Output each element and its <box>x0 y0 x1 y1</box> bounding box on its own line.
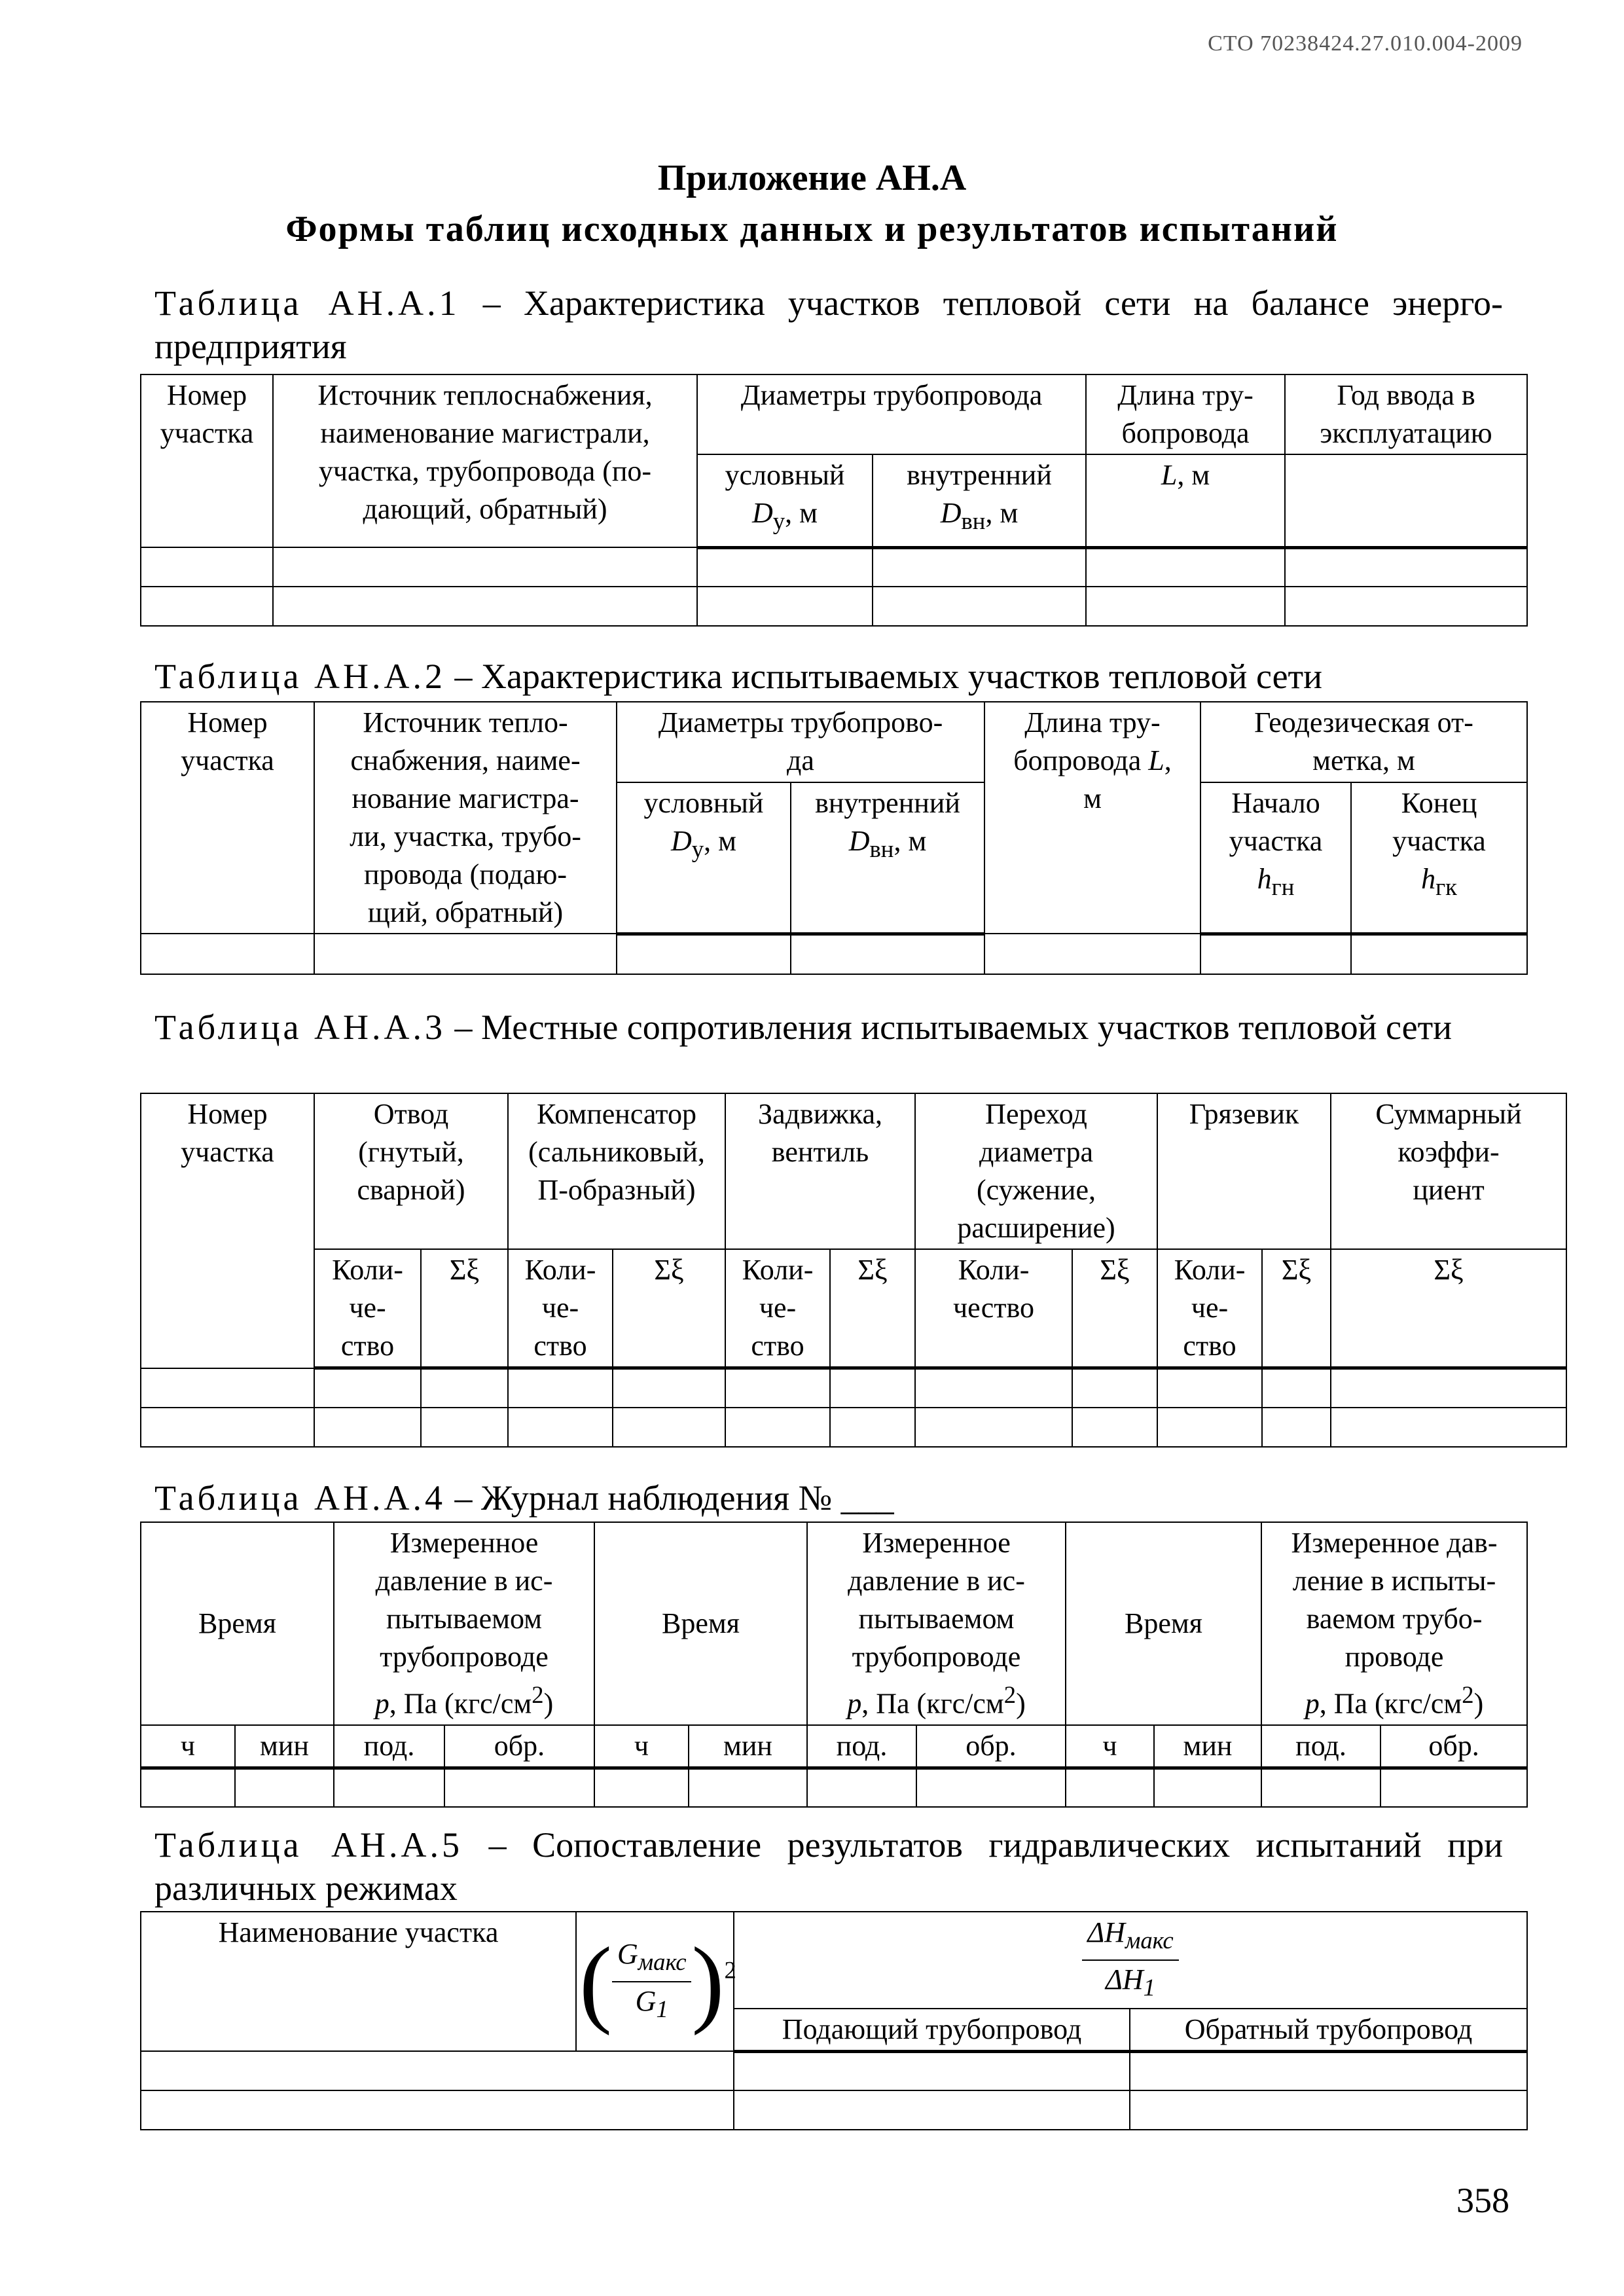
t1-header-length: Длина тру- бопровода <box>1086 374 1285 454</box>
t2-header-diameters: Диаметры трубопрово- да <box>617 702 984 782</box>
table-cell[interactable] <box>444 1768 594 1807</box>
table-cell[interactable] <box>235 1768 334 1807</box>
t4-header-pressure: Измеренное давление в ис- пытываемом трубопроводе p, Па $(кгс/см^2)$ <box>334 1522 594 1725</box>
table-row <box>141 547 1527 587</box>
t3-header-mud-trap: Грязевик <box>1157 1093 1331 1249</box>
table-cell[interactable] <box>334 1768 444 1807</box>
table-cell[interactable] <box>689 1768 807 1807</box>
table-cell[interactable] <box>1262 1368 1331 1408</box>
table-cell[interactable] <box>1130 2051 1527 2090</box>
t2-header-end: Конец участка $h_{гк}$ <box>1351 782 1527 934</box>
table-5 <box>140 1911 1528 2130</box>
t3-header-sum: Σξ <box>421 1249 508 1368</box>
t3-header-total: Суммарный коэффи- циент <box>1331 1093 1566 1249</box>
table-cell[interactable] <box>1262 1408 1331 1447</box>
t1-header-diameters: Диаметры трубопровода <box>697 374 1086 454</box>
table-cell[interactable] <box>734 2090 1130 2130</box>
t2-header-geodetic: Геодезическая от- метка, м <box>1200 702 1527 782</box>
table-1 <box>140 374 1528 627</box>
t2-header-inner: внутренний $D_{вн}$, м <box>791 782 984 934</box>
table-3 <box>140 1093 1567 1448</box>
table-cell[interactable] <box>141 2051 734 2090</box>
t3-header-quantity: Коли- че- ство <box>1157 1249 1262 1368</box>
t3-header-sum: Σξ <box>1262 1249 1331 1368</box>
table-cell[interactable] <box>1086 547 1285 587</box>
document-code-header: СТО 70238424.27.010.004-2009 <box>1208 31 1523 56</box>
t2-header-source: Источник тепло- снабжения, наиме- нование магистра- ли, участка, трубо- провода (подаю- щий, обратный) <box>314 702 617 934</box>
t5-header-return-pipeline: Обратный трубопровод <box>1130 2009 1527 2052</box>
table-cell[interactable] <box>1285 587 1527 626</box>
t5-header-supply-pipeline: Подающий трубопровод <box>734 2009 1130 2052</box>
table-cell[interactable] <box>314 934 617 974</box>
table-cell[interactable] <box>141 1408 314 1447</box>
t4-header-time: Время <box>1066 1522 1261 1725</box>
t5-header-head-ratio: $\frac{\Delta H_{макс}}{\Delta H_1}$ <box>734 1912 1527 2009</box>
t5-header-flow-ratio: ( $\frac{G_{макс}}{G_1}$ )$^2$ <box>576 1912 734 2051</box>
table-cell[interactable] <box>873 587 1086 626</box>
table-cell[interactable] <box>1200 934 1351 974</box>
t4-header-hour: ч <box>1066 1725 1154 1768</box>
t4-header-return: обр. <box>916 1725 1066 1768</box>
table-cell[interactable] <box>1331 1368 1566 1408</box>
table-cell[interactable] <box>141 2090 734 2130</box>
t3-header-quantity: Коли- че- ство <box>725 1249 830 1368</box>
table-cell[interactable] <box>141 547 273 587</box>
t3-header-quantity: Коли- че- ство <box>508 1249 613 1368</box>
t3-header-sum: Σξ <box>1072 1249 1157 1368</box>
t4-header-minute: мин <box>689 1725 807 1768</box>
t2-header-length: Длина тру- бопровода L, м <box>984 702 1200 934</box>
t1-header-year: Год ввода в эксплуатацию <box>1285 374 1527 454</box>
table-cell[interactable] <box>273 587 697 626</box>
table-row <box>141 2051 1527 2090</box>
table-cell[interactable] <box>594 1768 689 1807</box>
table-cell[interactable] <box>915 1408 1072 1447</box>
table-cell[interactable] <box>617 934 791 974</box>
t2-header-number: Номер участка <box>141 702 314 934</box>
table-cell[interactable] <box>421 1408 508 1447</box>
t3-header-compensator: Компенсатор (сальниковый, П-образный) <box>508 1093 725 1249</box>
t1-header-number: Номер участка <box>141 374 273 547</box>
t3-header-valve: Задвижка, вентиль <box>725 1093 915 1249</box>
table-2-caption: Таблица АН.А.2 – Характеристика испытываемых участков тепловой сети <box>154 657 1323 696</box>
t3-header-sum: Σξ <box>1331 1249 1566 1368</box>
table-cell[interactable] <box>830 1408 915 1447</box>
appendix-subtitle: Формы таблиц исходных данных и результатов испытаний <box>285 209 1339 249</box>
table-row <box>141 587 1527 626</box>
table-cell[interactable] <box>916 1768 1066 1807</box>
t4-header-hour: ч <box>594 1725 689 1768</box>
table-cell[interactable] <box>1331 1408 1566 1447</box>
t4-header-hour: ч <box>141 1725 235 1768</box>
table-cell[interactable] <box>273 547 697 587</box>
table-cell[interactable] <box>697 547 873 587</box>
t1-header-inner: внутренний $D_{вн}$, м <box>873 454 1086 547</box>
table-cell[interactable] <box>613 1368 725 1408</box>
table-cell[interactable] <box>508 1368 613 1408</box>
table-cell[interactable] <box>314 1408 421 1447</box>
table-row <box>141 934 1527 974</box>
t3-header-quantity: Коли- чество <box>915 1249 1072 1368</box>
table-cell[interactable] <box>1154 1768 1261 1807</box>
appendix-title: Приложение АН.А <box>657 158 967 198</box>
table-cell[interactable] <box>791 934 984 974</box>
t4-header-supply: под. <box>1261 1725 1380 1768</box>
table-2 <box>140 701 1528 975</box>
t4-header-time: Время <box>141 1522 334 1725</box>
t4-header-supply: под. <box>807 1725 916 1768</box>
table-cell[interactable] <box>1066 1768 1154 1807</box>
table-row <box>141 1408 1566 1447</box>
t4-header-pressure: Измеренное давление в ис- пытываемом трубопроводе p, Па $(кгс/см^2)$ <box>807 1522 1066 1725</box>
t5-header-name: Наименование участка <box>141 1912 576 2051</box>
table-cell[interactable] <box>141 1768 235 1807</box>
t4-header-return: обр. <box>1380 1725 1527 1768</box>
table-cell[interactable] <box>807 1768 916 1807</box>
table-cell[interactable] <box>697 587 873 626</box>
table-cell[interactable] <box>1261 1768 1380 1807</box>
t3-header-transition: Переход диаметра (сужение, расширение) <box>915 1093 1157 1249</box>
table-cell[interactable] <box>314 1368 421 1408</box>
t2-header-start: Начало участка $h_{гн}$ <box>1200 782 1351 934</box>
t1-header-source: Источник теплоснабжения, наименование магистрали, участка, трубопровода (по- дающий, обратный) <box>273 374 697 547</box>
t2-header-nominal: условный $D_у$, м <box>617 782 791 934</box>
t3-header-number: Номер участка <box>141 1093 314 1368</box>
table-row <box>141 1768 1527 1807</box>
table-row <box>141 2090 1527 2130</box>
t1-header-nominal: условный $D_у$, м <box>697 454 873 547</box>
t3-header-sum: Σξ <box>613 1249 725 1368</box>
table-cell[interactable] <box>141 934 314 974</box>
table-4-caption: Таблица АН.А.4 – Журнал наблюдения № ___ <box>154 1478 894 1518</box>
table-5-caption: Таблица АН.А.5 – Сопоставление результатов гидравлических испытаний при различных режимах <box>154 1825 1503 1908</box>
table-cell[interactable] <box>1157 1408 1262 1447</box>
table-cell[interactable] <box>725 1368 830 1408</box>
table-cell[interactable] <box>1086 587 1285 626</box>
table-cell[interactable] <box>141 1368 314 1408</box>
table-1-caption: Таблица АН.А.1 – Характеристика участков тепловой сети на балансе энерго-предприятия <box>154 283 1503 366</box>
table-cell[interactable] <box>1072 1368 1157 1408</box>
table-3-caption: Таблица АН.А.3 – Местные сопротивления испытываемых участков тепловой сети <box>154 1008 1453 1047</box>
table-row <box>141 1368 1566 1408</box>
t4-header-time: Время <box>594 1522 807 1725</box>
table-cell[interactable] <box>141 587 273 626</box>
table-cell[interactable] <box>725 1408 830 1447</box>
table-cell[interactable] <box>734 2051 1130 2090</box>
table-cell[interactable] <box>1157 1368 1262 1408</box>
table-cell[interactable] <box>1380 1768 1527 1807</box>
t1-header-length-unit: L, м <box>1086 454 1285 547</box>
table-cell[interactable] <box>613 1408 725 1447</box>
table-cell[interactable] <box>984 934 1200 974</box>
t4-header-pressure: Измеренное дав- ление в испыты- ваемом трубо- проводе p, Па $(кгс/см^2)$ <box>1261 1522 1527 1725</box>
table-cell[interactable] <box>915 1368 1072 1408</box>
table-cell[interactable] <box>508 1408 613 1447</box>
page-number: 358 <box>1456 2181 1509 2220</box>
t3-header-sum: Σξ <box>830 1249 915 1368</box>
table-cell[interactable] <box>873 547 1086 587</box>
t3-header-bend: Отвод (гнутый, сварной) <box>314 1093 508 1249</box>
t1-header-year-unit <box>1285 454 1527 547</box>
table-cell[interactable] <box>830 1368 915 1408</box>
t3-header-quantity: Коли- че- ство <box>314 1249 421 1368</box>
table-4 <box>140 1522 1528 1808</box>
table-cell[interactable] <box>1285 547 1527 587</box>
t4-header-minute: мин <box>1154 1725 1261 1768</box>
table-cell[interactable] <box>1351 934 1527 974</box>
table-cell[interactable] <box>1072 1408 1157 1447</box>
t4-header-supply: под. <box>334 1725 444 1768</box>
t4-header-return: обр. <box>444 1725 594 1768</box>
table-cell[interactable] <box>1130 2090 1527 2130</box>
table-cell[interactable] <box>421 1368 508 1408</box>
t4-header-minute: мин <box>235 1725 334 1768</box>
